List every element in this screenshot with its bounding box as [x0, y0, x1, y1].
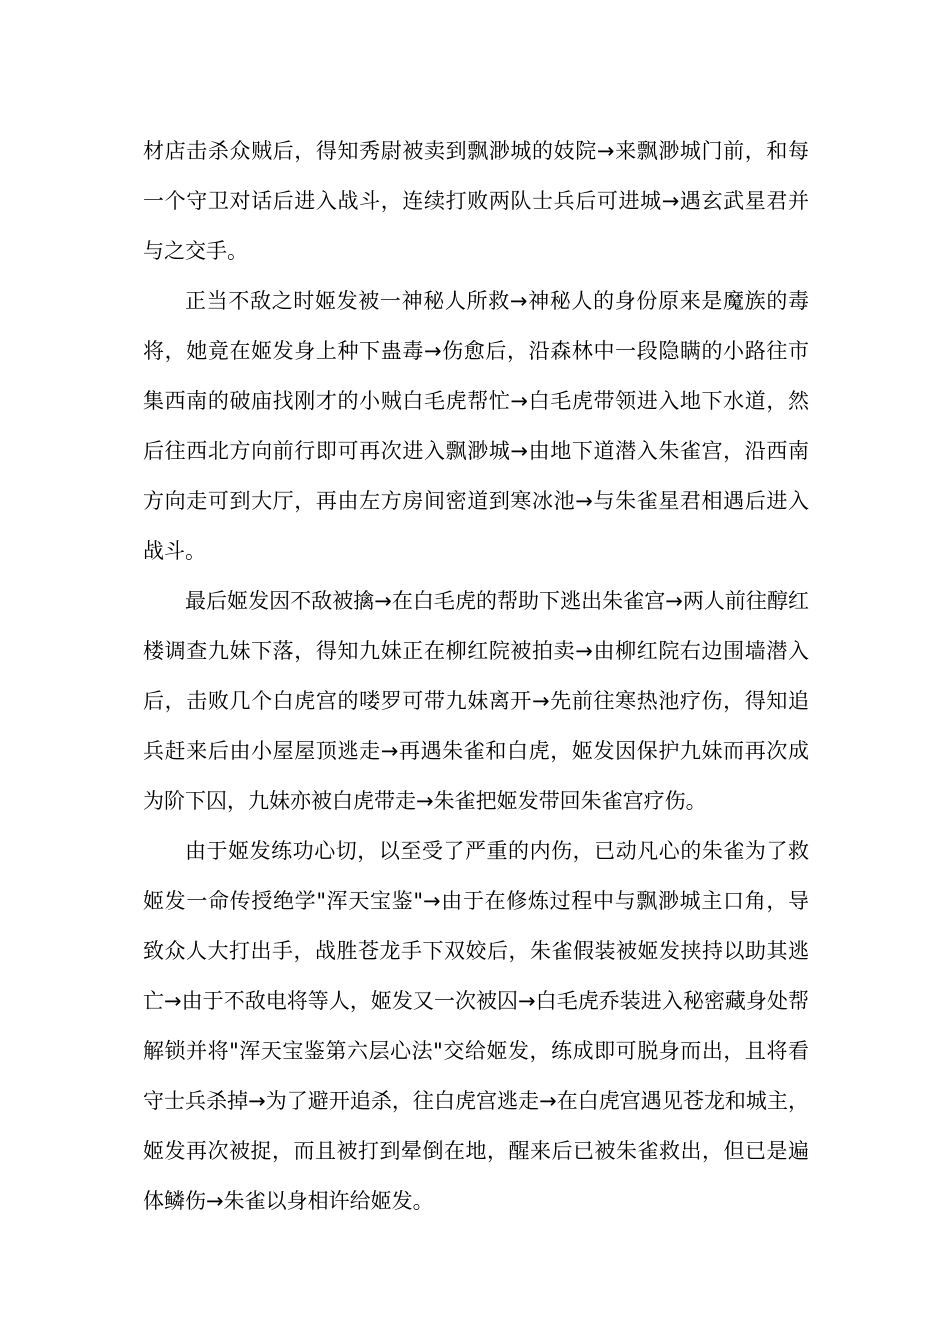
paragraph-4: 由于姬发练功心切，以至受了严重的内伤，已动凡心的朱雀为了救姬发一命传授绝学"浑天宝鉴"→由于在修炼过程中与飘渺城主口角，导致众人大打出手，战胜苍龙手下双姣后，朱雀假装被姬发挟持以助其逃亡→由于不敌电将等人，姬发又一次被囚→白毛虎乔装进入秘密藏身处帮解锁并将"浑天宝鉴第六层心法"交给姬发，练成即可脱身而出，且将看守士兵杀掉→为了避开追杀，往白虎宫逃走→在白虎宫遇见苍龙和城主，姬发再次被捉，而且被打到晕倒在地，醒来后已被朱雀救出，但已是遍体鳞伤→朱雀以身相许给姬发。: [143, 839, 809, 1213]
paragraph-3: 最后姬发因不敌被擒→在白毛虎的帮助下逃出朱雀宫→两人前往醇红楼调查九妹下落，得知九妹正在柳红院被拍卖→由柳红院右边围墙潜入后，击败几个白虎宫的喽罗可带九妹离开→先前往寒热池疗伤，得知追兵赶来后由小屋屋顶逃走→再遇朱雀和白虎，姬发因保护九妹而再次成为阶下囚，九妹亦被白虎带走→朱雀把姬发带回朱雀宫疗伤。: [143, 589, 809, 813]
document-body: [143, 126, 809, 1226]
paragraph-1: 材店击杀众贼后，得知秀尉被卖到飘渺城的妓院→来飘渺城门前，和每一个守卫对话后进入战斗，连续打败两队士兵后可进城→遇玄武星君并与之交手。: [143, 139, 809, 263]
paragraph-2: 正当不敌之时姬发被一神秘人所救→神秘人的身份原来是魔族的毒将，她竟在姬发身上种下蛊毒→伤愈后，沿森林中一段隐瞒的小路往市集西南的破庙找刚才的小贼白毛虎帮忙→白毛虎带领进入地下水道，然后往西北方向前行即可再次进入飘渺城→由地下道潜入朱雀宫，沿西南方向走可到大厅，再由左方房间密道到寒冰池→与朱雀星君相遇后进入战斗。: [143, 289, 809, 563]
